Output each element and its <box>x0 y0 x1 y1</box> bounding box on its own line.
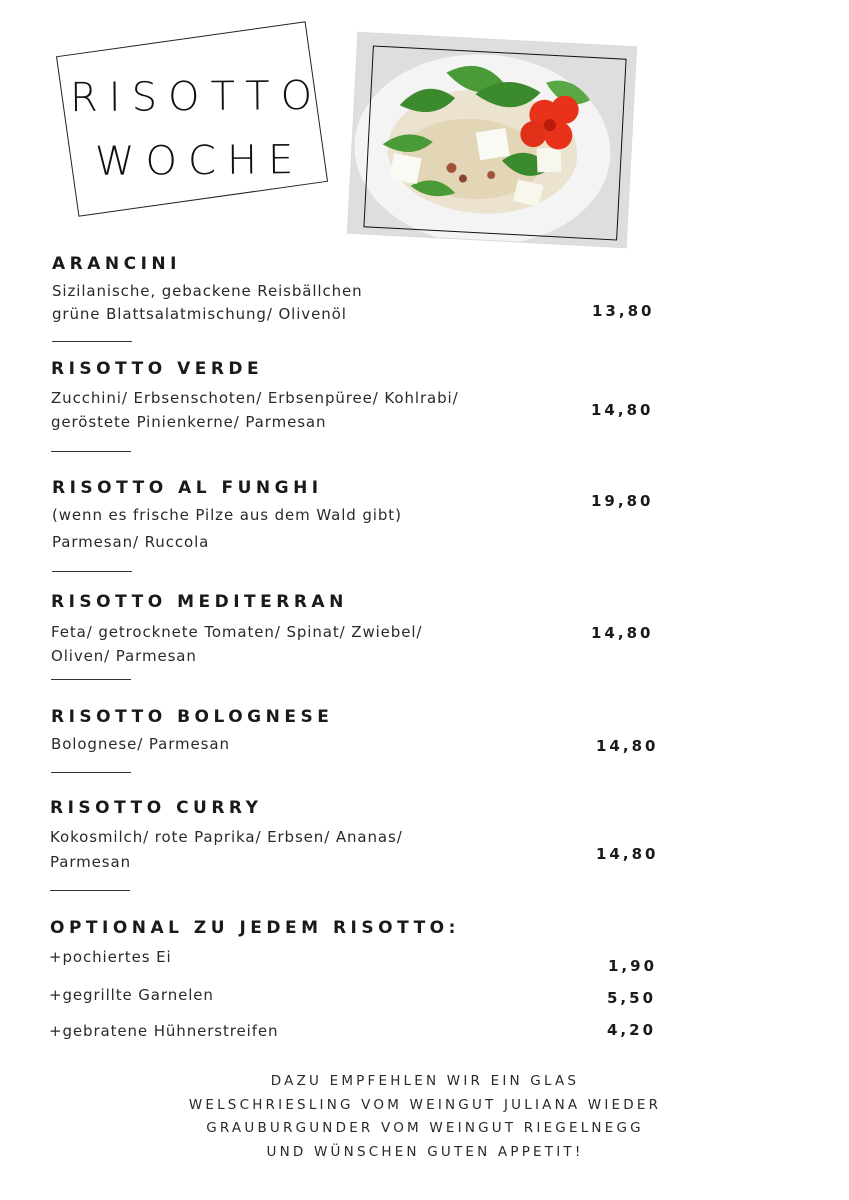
extra-name: +gegrillte Garnelen <box>49 986 214 1004</box>
item-desc: Kokosmilch/ rote Paprika/ Erbsen/ Ananas/ <box>50 828 403 846</box>
item-price: 13,80 <box>592 302 655 320</box>
item-price: 14,80 <box>591 624 654 642</box>
divider <box>52 571 132 572</box>
item-desc: grüne Blattsalatmischung/ Olivenöl <box>52 305 347 323</box>
item-desc: Bolognese/ Parmesan <box>51 735 230 753</box>
item-name: RISOTTO AL FUNGHI <box>52 478 323 498</box>
page-title-line-1: RISOTTO <box>69 72 324 122</box>
divider <box>51 679 131 680</box>
item-name: RISOTTO VERDE <box>51 359 264 379</box>
divider <box>51 451 131 452</box>
extra-name: +pochiertes Ei <box>49 948 172 966</box>
item-desc: (wenn es frische Pilze aus dem Wald gibt) <box>52 506 402 524</box>
extra-price: 5,50 <box>607 989 657 1007</box>
item-desc: Feta/ getrocknete Tomaten/ Spinat/ Zwiebel/ <box>51 623 423 641</box>
item-price: 19,80 <box>591 492 654 510</box>
item-price: 14,80 <box>591 401 654 419</box>
divider <box>50 890 130 891</box>
optional-heading: OPTIONAL ZU JEDEM RISOTTO: <box>50 918 460 938</box>
footer-line: DAZU EMPFEHLEN WIR EIN GLAS <box>270 1073 580 1089</box>
item-name: RISOTTO MEDITERRAN <box>51 592 348 612</box>
extra-name: +gebratene Hühnerstreifen <box>49 1022 279 1040</box>
item-name: ARANCINI <box>52 254 181 274</box>
divider <box>51 772 131 773</box>
item-desc: Sizilanische, gebackene Reisbällchen <box>52 282 363 300</box>
item-desc: Parmesan/ Ruccola <box>52 533 210 551</box>
photo-frame <box>363 45 626 240</box>
divider <box>52 341 132 342</box>
item-price: 14,80 <box>596 845 659 863</box>
extra-price: 4,20 <box>607 1021 657 1039</box>
item-desc: Parmesan <box>50 853 132 871</box>
extra-price: 1,90 <box>608 957 658 975</box>
item-desc: Zucchini/ Erbsenschoten/ Erbsenpüree/ Kohlrabi/ <box>51 389 459 407</box>
item-name: RISOTTO CURRY <box>50 798 263 818</box>
item-price: 14,80 <box>596 737 659 755</box>
item-desc: geröstete Pinienkerne/ Parmesan <box>51 413 327 431</box>
footer-line: GRAUBURGUNDER VOM WEINGUT RIEGELNEGG <box>206 1120 644 1136</box>
item-name: RISOTTO BOLOGNESE <box>51 707 334 727</box>
footer-line: UND WÜNSCHEN GUTEN APPETIT! <box>266 1143 584 1160</box>
page-title-line-2: WOCHE <box>94 137 305 185</box>
item-desc: Oliven/ Parmesan <box>51 647 197 665</box>
footer-line: WELSCHRIESLING VOM WEINGUT JULIANA WIEDER <box>188 1096 662 1113</box>
wine-recommendation <box>60 1070 790 1164</box>
